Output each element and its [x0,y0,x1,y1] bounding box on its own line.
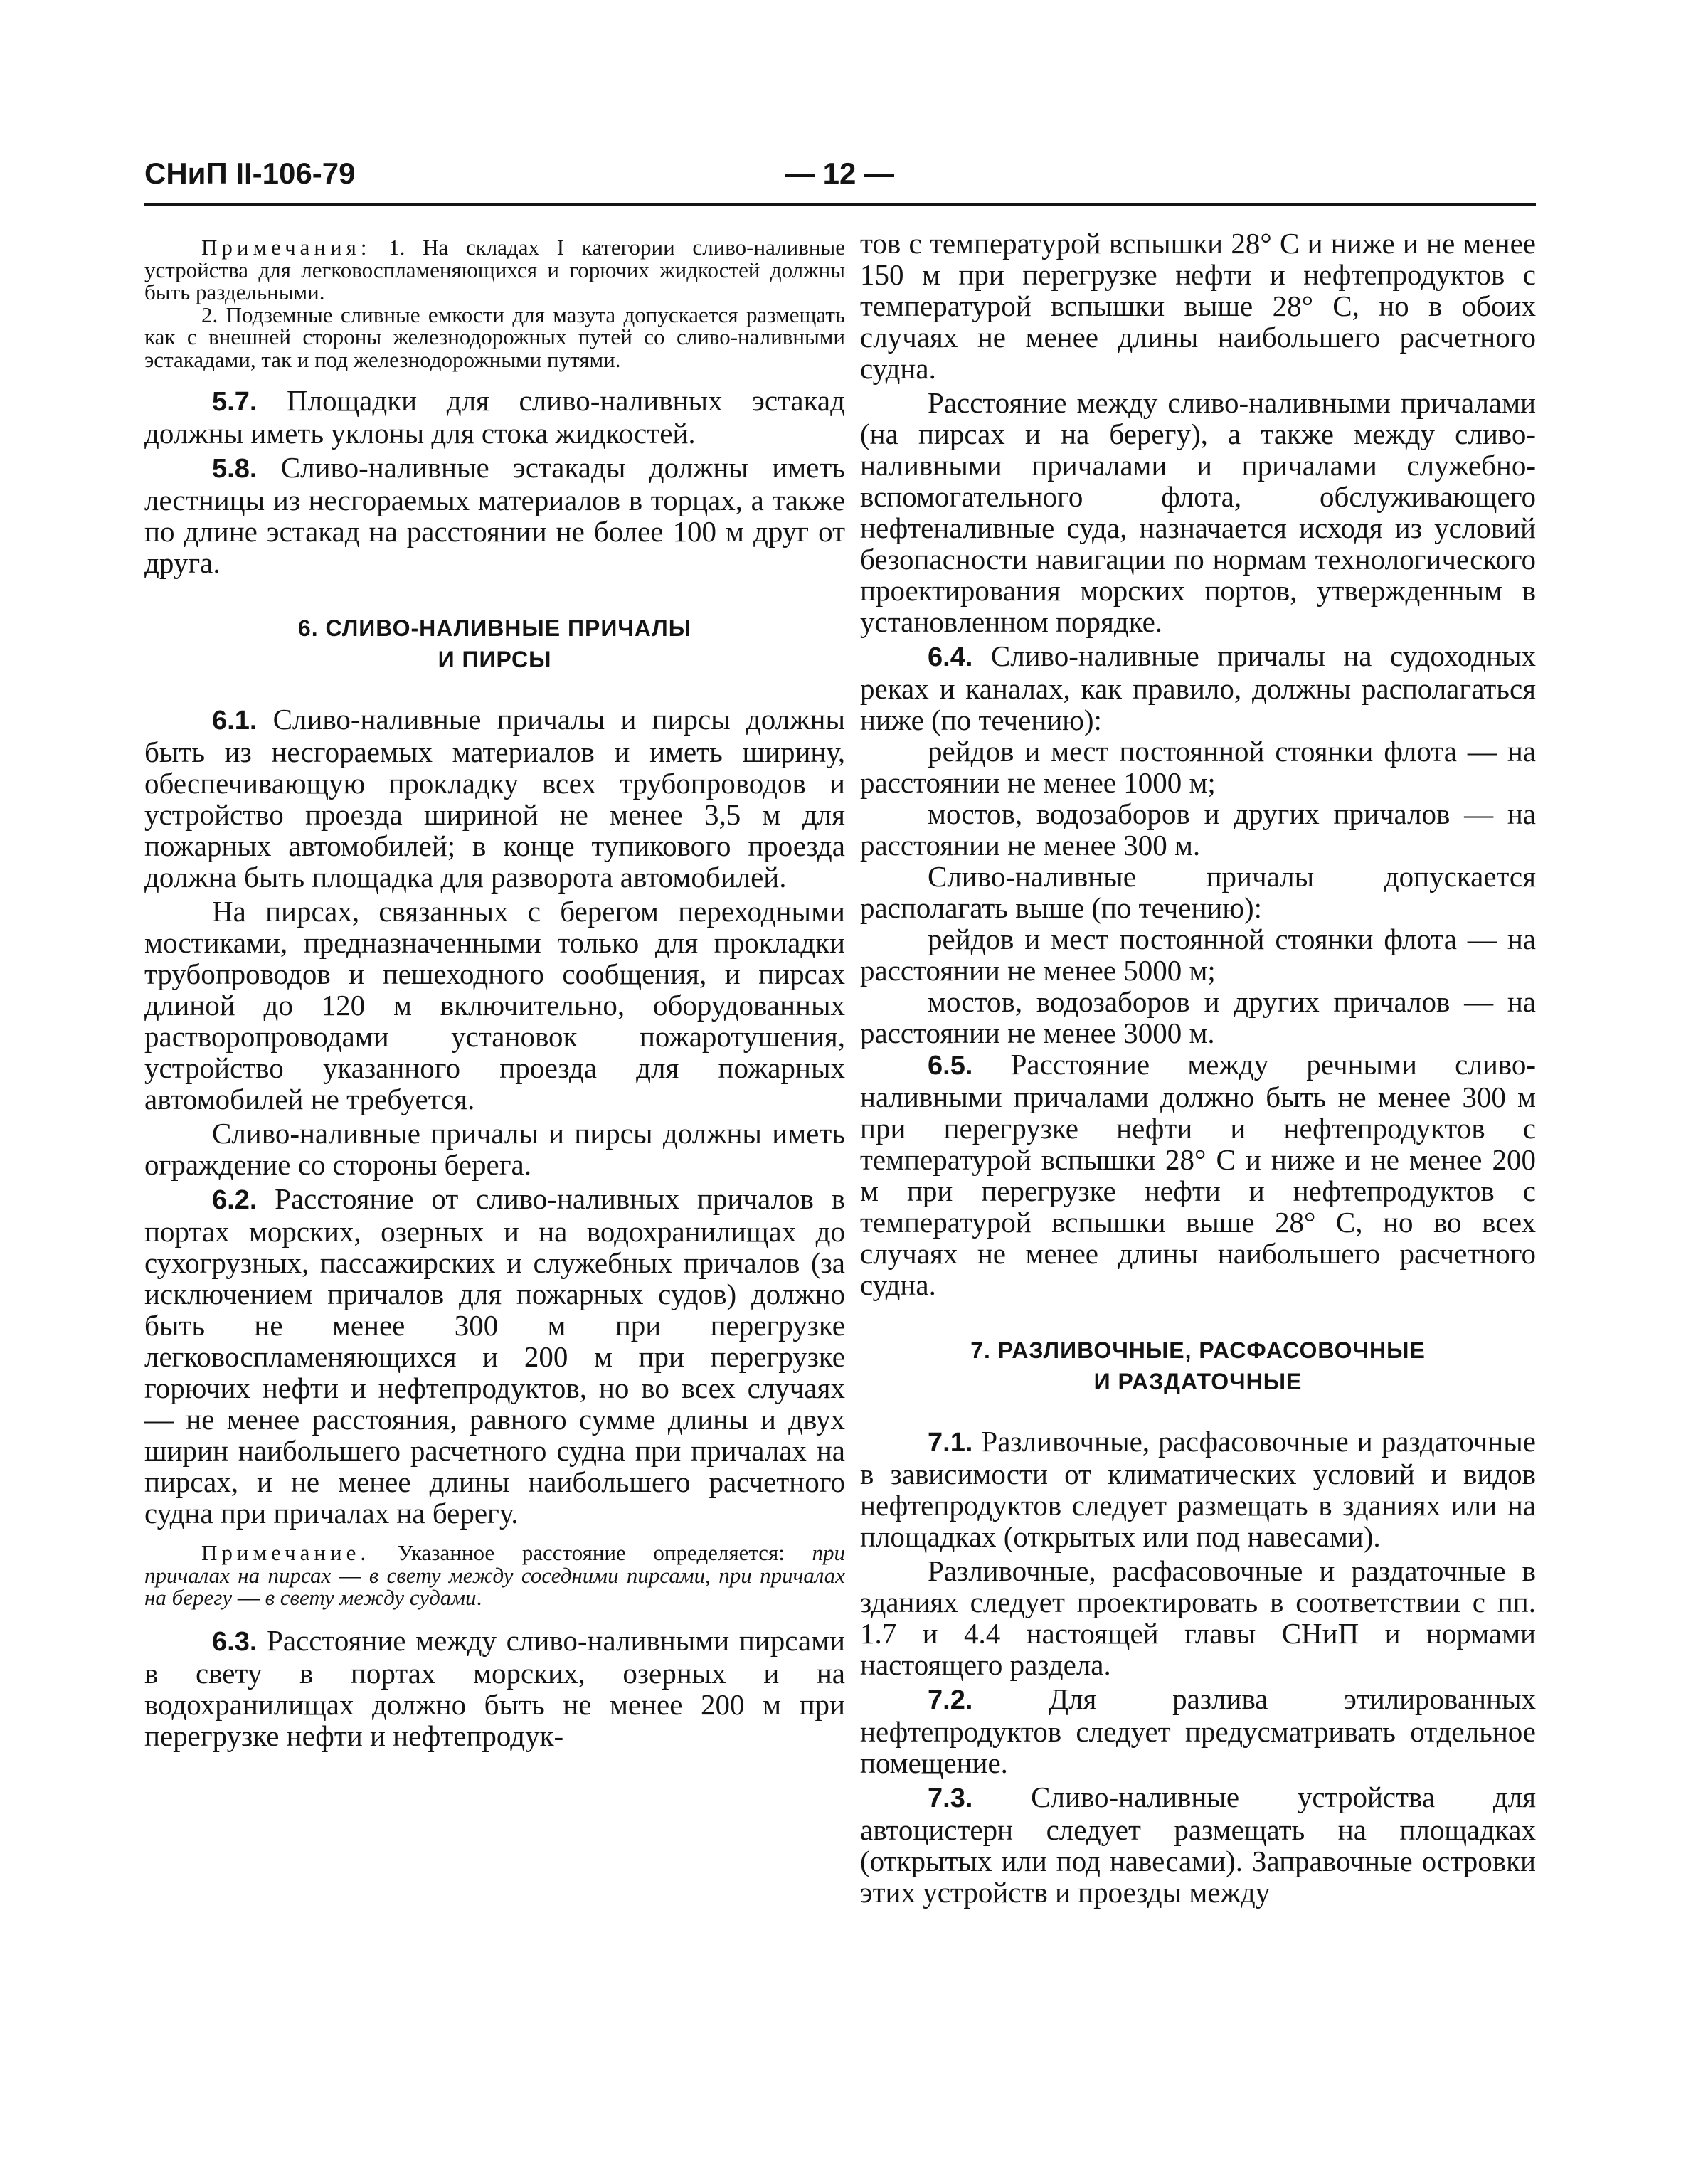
paragraph-text: Расстояние между сливо-наливными пирсами в свету в портах морских, озерных и на водохранилищах должно быть не менее 200 м при перегрузке нефти и нефтепродук- [144,1623,845,1752]
paragraph-6-3 [144,1625,845,1751]
paragraph-5-7 [144,385,845,449]
note-text-italic: при причалах на пирсах [144,1540,845,1588]
paragraph-number: 7.3. [928,1783,973,1813]
note-text-italic: в свету между судами [265,1585,477,1610]
header-rule [144,203,1536,206]
paragraph-number: 6.2. [212,1185,258,1215]
paragraph-number: 7.1. [928,1428,973,1458]
paragraph-number: 6.5. [928,1051,973,1081]
paragraph-number: 5.7. [212,387,258,417]
paragraph-6-5 [860,1049,1536,1300]
section-6-heading [144,613,845,675]
paragraph-number: 7.2. [928,1685,973,1715]
paragraph-7-1-b: Разливочные, расфасовочные и раздаточные в зданиях следует проектировать в соответствии с пп. 1.7 и 4.4 настоящей главы СНиП и нормами настоящего раздела. [860,1554,1536,1681]
paragraph-text: Сливо-наливные причалы и пирсы должны быть из несгораемых материалов и иметь ширину, обеспечивающую прокладку всех трубопроводов и устройство проезда шириной не менее 3,5 м для пожарных автомобилей; в конце тупикового проезда должна быть площадка для разворота автомобилей. [144,703,845,894]
paragraph-6-4-a: рейдов и мест постоянной стоянки флота — на расстоянии не менее 1000 м; [860,735,1536,799]
paragraph-number: 6.4. [928,642,973,672]
paragraph-6-1-c: Сливо-наливные причалы и пирсы должны иметь ограждение со стороны берега. [144,1117,845,1181]
paragraph-text: Расстояние между речными сливо-наливными причалами должно быть не менее 300 м при перегрузке нефти и нефтепродуктов с температурой вспышки 28° С и ниже и не менее 200 м при перегрузке нефти и нефтепродуктов с температурой вспышки выше 28° С, но во всех случаях не менее длины наибольшего расчетного судна. [860,1048,1536,1301]
paragraph-6-1 [144,704,845,893]
note-text-italic: в свету между соседними пирсами [368,1562,706,1588]
paragraph-6-4-e: мостов, водозаборов и других причалов — на расстоянии не менее 3000 м. [860,985,1536,1049]
paragraph-6-3-b: Расстояние между сливо-наливными причалами (на пирсах и на берегу), а также между сливо-наливными причалами и причалами служебно-вспомогательного флота, обслуживающего нефтеналивные суда, назначается исходя из условий безопасности навигации по нормам технологического проектирования морских портов, утвержденным в установленном порядке. [860,386,1536,638]
note-1-text: 1. На складах I категории сливо-наливные устройства для легковоспламеняющихся и горючих жидкостей должны быть раздельными. [144,235,845,304]
paragraph-6-4 [860,640,1536,736]
paragraph-number: 6.3. [212,1626,258,1657]
notes-lead: Примечания: [201,235,371,260]
paragraph-text: Расстояние от сливо-наливных причалов в портах морских, озерных и на водохранилищах до сухогрузных, пассажирских и служебных причалов (за исключением причалов для пожарных судов) должно быть не менее 300 м при перегрузке легковоспламеняющихся и 200 м при перегрузке горючих нефти и нефтепродуктов, но во всех случаях — не менее расстояния, равного сумме длины и двух ширин наибольшего расчетного судна при причалах на пирсах, и не менее длины наибольшего расчетного судна при причалах на берегу. [144,1182,845,1530]
page-number: — 12 — [784,157,895,190]
right-column [860,228,1536,1908]
note-text-italic: при причалах на берегу [144,1562,846,1610]
note-text: Указанное расстояние определяется: [370,1540,812,1565]
section-heading-line: И РАЗДАТОЧНЫЕ [1093,1369,1303,1394]
note-2-text: 2. Подземные сливные емкости для мазута допускается размещать как с внешней стороны железнодорожных путей со сливо-наливными эстакадами, так и под железнодорожными путями. [144,302,845,372]
note-text: , [705,1562,719,1588]
paragraph-5-8 [144,452,845,578]
note-text: — [331,1562,369,1588]
paragraph-number: 6.1. [212,706,258,736]
paragraph-text: Площадки для сливо-наливных эстакад должны иметь уклоны для стока жидкостей. [144,384,845,450]
paragraph-7-1 [860,1426,1536,1552]
paragraph-7-3 [860,1781,1536,1908]
paragraph-6-4-b: мостов, водозаборов и других причалов — на расстоянии не менее 300 м. [860,797,1536,862]
paragraph-text: Для разлива этилированных нефтепродуктов следует предусматривать отдельное помещение. [860,1682,1536,1779]
document-code: СНиП II-106-79 [144,157,356,190]
paragraph-number: 5.8. [212,454,258,484]
paragraph-6-1-b: На пирсах, связанных с берегом переходными мостиками, предназначенными только для прокладки трубопроводов и пешеходного сообщения, и пирсах длиной до 120 м включительно, оборудованных растворопроводами установок пожаротушения, устройство указанного проезда для пожарных автомобилей не требуется. [144,895,845,1115]
note-text: . [476,1585,482,1610]
note-lead: Примечание. [201,1540,371,1565]
left-column [144,228,845,1751]
paragraph-text: Разливочные, расфасовочные и раздаточные в зависимости от климатических условий и видов нефтепродуктов следует размещать в зданиях или на площадках (открытых или под навесами). [860,1425,1536,1553]
notes-block-1 [144,236,845,304]
note-text: — [232,1585,265,1610]
section-heading-line: 6. СЛИВО-НАЛИВНЫЕ ПРИЧАЛЫ [297,615,692,641]
paragraph-6-3-continued: тов с температурой вспышки 28° С и ниже и не менее 150 м при перегрузке нефти и нефтепродуктов с температурой вспышки выше 28° С, но в обоих случаях не менее длины наибольшего расчетного судна. [860,227,1536,385]
paragraph-text: Сливо-наливные устройства для автоцистерн следует размещать на площадках (открытых или под навесами). Заправочные островки этих устройств и проезды между [860,1781,1536,1909]
note-6-2 [144,1542,845,1609]
paragraph-text: Сливо-наливные эстакады должны иметь лестницы из несгораемых материалов в торцах, а также по длине эстакад на расстоянии не более 100 м друг от друга. [144,451,845,579]
section-heading-line: И ПИРСЫ [438,647,552,672]
paragraph-text: Сливо-наливные причалы на судоходных реках и каналах, как правило, должны располагаться ниже (по течению): [860,640,1536,736]
paragraph-6-4-c: Сливо-наливные причалы допускается располагать выше (по течению): [860,860,1536,924]
section-heading-line: 7. РАЗЛИВОЧНЫЕ, РАСФАСОВОЧНЫЕ [970,1337,1426,1363]
section-7-heading [860,1335,1536,1397]
paragraph-7-2 [860,1683,1536,1779]
paragraph-6-2 [144,1183,845,1529]
paragraph-6-4-d: рейдов и мест постоянной стоянки флота — на расстоянии не менее 5000 м; [860,923,1536,987]
